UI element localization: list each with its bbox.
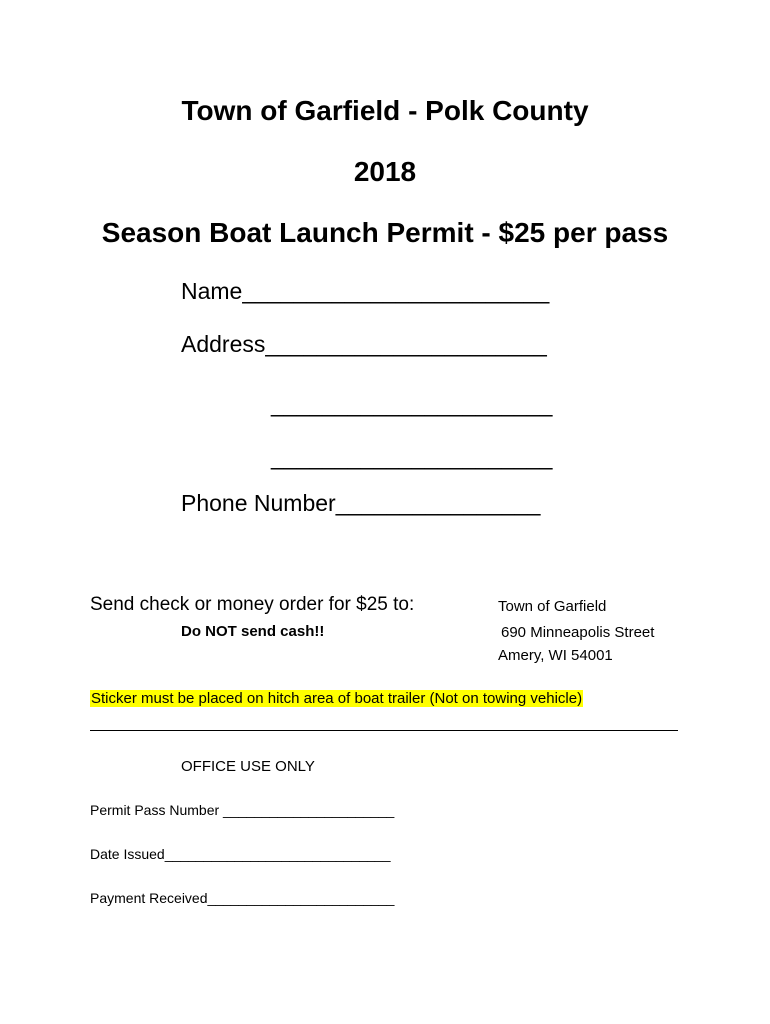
date-issued-field: Date Issued_____________________________ bbox=[90, 846, 391, 862]
permit-subtitle: Season Boat Launch Permit - $25 per pass bbox=[101, 217, 669, 248]
no-cash-warning: Do NOT send cash!! bbox=[181, 623, 325, 640]
section-divider bbox=[90, 730, 678, 731]
permit-year: 2018 bbox=[353, 156, 417, 187]
office-use-heading: OFFICE USE ONLY bbox=[181, 758, 315, 775]
permit-pass-number-field: Permit Pass Number ______________________ bbox=[90, 802, 395, 818]
document-title: Town of Garfield - Polk County bbox=[181, 95, 589, 126]
payment-instructions: Send check or money order for $25 to: bbox=[90, 594, 415, 615]
mailing-address-line-1: Town of Garfield bbox=[498, 598, 607, 615]
address-line-2: ______________________ bbox=[271, 391, 553, 417]
sticker-notice: Sticker must be placed on hitch area of boat trailer (Not on towing vehicle) bbox=[91, 690, 583, 707]
mailing-address-line-3: Amery, WI 54001 bbox=[498, 647, 613, 664]
address-field: Address______________________ bbox=[181, 331, 547, 357]
name-field: Name________________________ bbox=[181, 278, 550, 304]
phone-field: Phone Number________________ bbox=[181, 490, 541, 516]
mailing-address-line-2: 690 Minneapolis Street bbox=[501, 624, 655, 641]
address-line-3: ______________________ bbox=[271, 444, 553, 470]
payment-received-field: Payment Received________________________ bbox=[90, 890, 395, 906]
